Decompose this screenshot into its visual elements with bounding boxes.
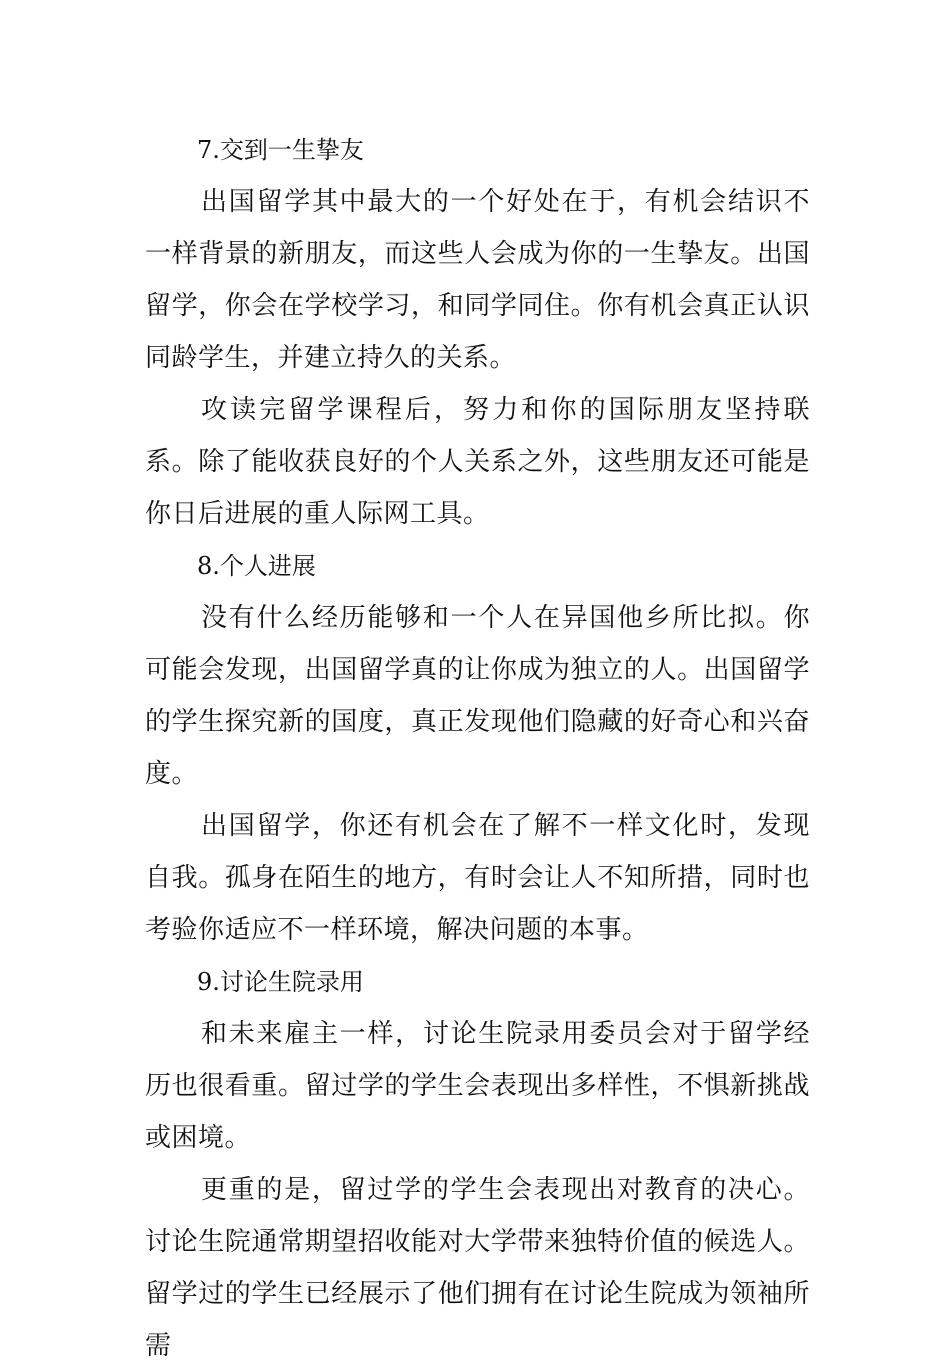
section-heading-8: 8.个人进展 bbox=[197, 552, 316, 580]
paragraph: 更重的是，留过学的学生会表现出对教育的决心。讨论生院通常期望招收能对大学带来独特价值的候选人。留学过的学生已经展示了他们拥有在讨论生院成为领袖所需 bbox=[145, 1175, 810, 1361]
paragraph: 和未来雇主一样，讨论生院录用委员会对于留学经历也很看重。留过学的学生会表现出多样性，不惧新挑战或困境。 bbox=[145, 1019, 810, 1153]
section-heading-7: 7.交到一生挚友 bbox=[197, 136, 364, 164]
document-body bbox=[145, 124, 810, 1372]
paragraph: 出国留学其中最大的一个好处在于，有机会结识不一样背景的新朋友，而这些人会成为你的一生挚友。出国留学，你会在学校学习，和同学同住。你有机会真正认识同龄学生，并建立持久的关系。 bbox=[145, 187, 810, 373]
paragraph: 没有什么经历能够和一个人在异国他乡所比拟。你可能会发现，出国留学真的让你成为独立的人。出国留学的学生探究新的国度，真正发现他们隐藏的好奇心和兴奋度。 bbox=[145, 603, 810, 789]
paragraph: 出国留学，你还有机会在了解不一样文化时，发现自我。孤身在陌生的地方，有时会让人不知所措，同时也考验你适应不一样环境，解决问题的本事。 bbox=[145, 811, 810, 945]
paragraph: 攻读完留学课程后，努力和你的国际朋友坚持联系。除了能收获良好的个人关系之外，这些朋友还可能是你日后进展的重人际网工具。 bbox=[145, 395, 810, 529]
section-heading-9: 9.讨论生院录用 bbox=[197, 968, 364, 996]
